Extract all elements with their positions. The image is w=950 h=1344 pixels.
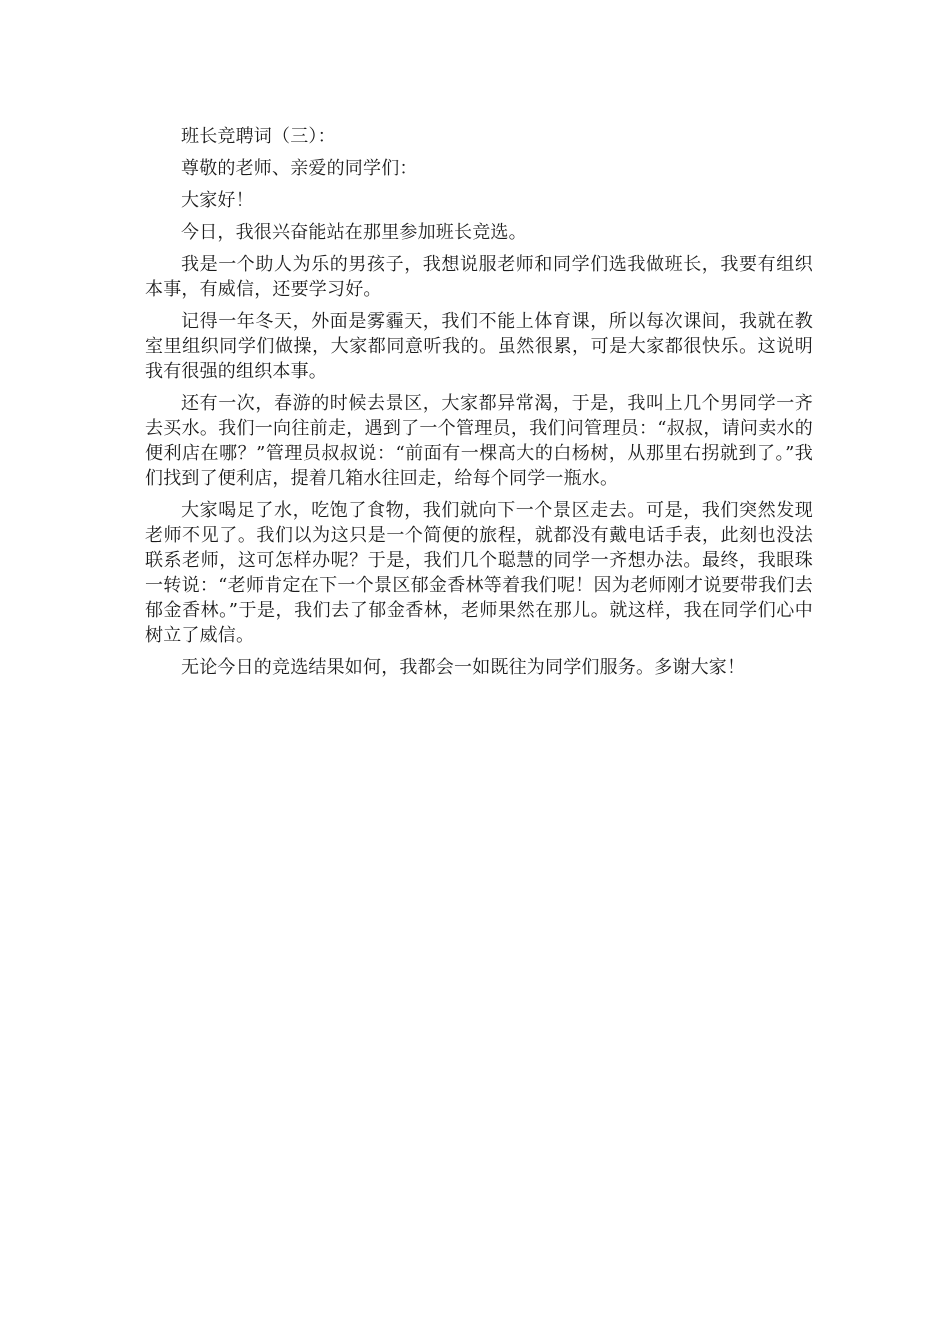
paragraph: 还有一次，春游的时候去景区，大家都异常渴，于是，我叫上几个男同学一齐去买水。我们一向往前走，遇到了一个管理员，我们问管理员：“叔叔，请问卖水的便利店在哪？”管理员叔叔说：“前面有一棵高大的白杨树，从那里右拐就到了。”我们找到了便利店，提着几箱水往回走，给每个同学一瓶水。 [145,393,813,489]
paragraph: 今日，我很兴奋能站在那里参加班长竞选。 [181,222,527,243]
document-body [145,124,813,687]
document-title: 班长竞聘词（三）： [181,126,336,147]
closing-paragraph: 无论今日的竞选结果如何，我都会一如既往为同学们服务。多谢大家！ [181,657,746,678]
paragraph: 我是一个助人为乐的男孩子，我想说服老师和同学们选我做班长，我要有组织本事，有威信，还要学习好。 [145,254,813,300]
greeting: 大家好！ [181,190,254,211]
salutation: 尊敬的老师、亲爱的同学们： [181,158,418,179]
paragraph: 大家喝足了水，吃饱了食物，我们就向下一个景区走去。可是，我们突然发现老师不见了。我们以为这只是一个简便的旅程，就都没有戴电话手表，此刻也没法联系老师，这可怎样办呢？于是，我们几个聪慧的同学一齐想办法。最终，我眼珠一转说：“老师肯定在下一个景区郁金香林等着我们呢！因为老师刚才说要带我们去郁金香林。”于是，我们去了郁金香林，老师果然在那儿。就这样，我在同学们心中树立了威信。 [145,500,813,646]
paragraph: 记得一年冬天，外面是雾霾天，我们不能上体育课，所以每次课间，我就在教室里组织同学们做操，大家都同意听我的。虽然很累，可是大家都很快乐。这说明我有很强的组织本事。 [145,311,813,382]
